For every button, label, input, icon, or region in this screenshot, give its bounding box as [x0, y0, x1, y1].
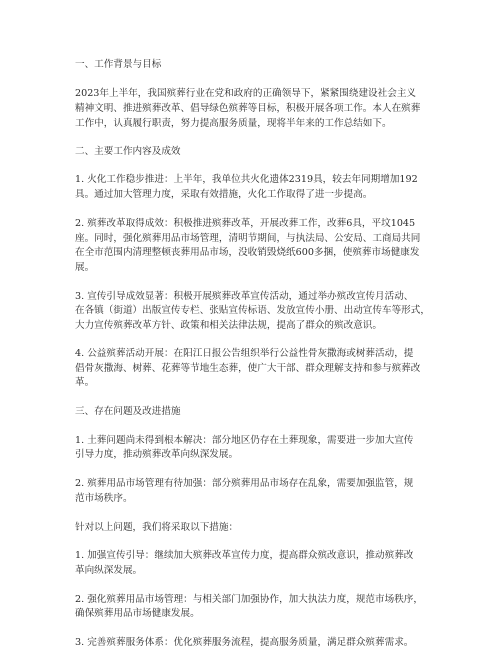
paragraph-line: 革。 — [75, 377, 95, 389]
paragraph-line: 1. 火化工作稳步推进：上半年，我单位共火化遗体2319具，较去年同期增加192 — [75, 174, 418, 186]
paragraph-line: 引导力度，推动殡葬改革向纵深发展。 — [75, 449, 239, 461]
section-heading-3: 三、存在问题及改进措施 — [75, 406, 181, 418]
paragraph-line: 1. 加强宣传引导：继续加大殡葬改革宣传力度，提高群众殡改意识，推动殡葬改 — [75, 550, 414, 562]
paragraph-line: 大力宣传殡葬改革方针、政策和相关法律法规，提高了群众的殡改意识。 — [75, 319, 382, 331]
paragraph-line: 范市场秩序。 — [75, 492, 133, 504]
paragraph-line: 4. 公益殡葬活动开展：在阳江日报公告组织举行公益性骨灰撒海或树葬活动，提 — [75, 348, 414, 360]
section-heading-2: 二、主要工作内容及成效 — [75, 145, 181, 157]
paragraph-line: 精神文明、推进殡葬改革、倡导绿色殡葬等目标，积极开展各项工作。本人在殡葬 — [75, 103, 421, 115]
paragraph-line: 3. 宣传引导成效显著：积极开展殡葬改革宣传活动，通过举办殡改宣传月活动、 — [75, 290, 414, 302]
paragraph-line: 工作中，认真履行职责，努力提高服务质量，现将半年来的工作总结如下。 — [75, 117, 392, 129]
paragraph-line: 革向纵深发展。 — [75, 564, 143, 576]
paragraph-line: 2. 强化殡葬用品市场管理：与相关部门加强协作，加大执法力度，规范市场秩序， — [75, 593, 423, 605]
paragraph-line: 具。通过加大管理力度，采取有效措施，火化工作取得了进一步提高。 — [75, 188, 373, 200]
paragraph-line: 针对以上问题，我们将采取以下措施： — [75, 521, 239, 533]
paragraph-line: 倡骨灰撒海、树葬、花葬等节地生态葬，使广大干部、群众理解支持和参与殡葬改 — [75, 362, 421, 374]
paragraph-line: 2. 殡葬用品市场管理有待加强：部分殡葬用品市场存在乱象，需要加强监管，规 — [75, 478, 414, 490]
paragraph-line: 确保殡葬用品市场健康发展。 — [75, 608, 200, 620]
paragraph-line: 在各镇（街道）出版宣传专栏、张贴宣传标语、发放宣传小册、出动宣传车等形式， — [75, 305, 430, 317]
paragraph-line: 3. 完善殡葬服务体系：优化殡葬服务流程，提高服务质量，满足群众殡葬需求。 — [75, 637, 414, 648]
paragraph-line: 2023年上半年，我国殡葬行业在党和政府的正确领导下，紧紧围绕建设社会主义 — [75, 87, 417, 99]
paragraph-line: 在全市范围内清理整顿丧葬用品市场，没收销毁烧纸600多捆，使殡葬市场健康发 — [75, 247, 420, 259]
paragraph-line: 座。同时，强化殡葬用品市场管理，清明节期间，与执法局、公安局、工商局共同 — [75, 233, 421, 245]
paragraph-line: 展。 — [75, 261, 95, 273]
paragraph-line: 2. 殡葬改革取得成效：积极推进殡葬改革，开展改葬工作，改葬6具，平坟1045 — [75, 217, 416, 229]
paragraph-line: 1. 土葬问题尚未得到根本解决：部分地区仍存在土葬现象，需要进一步加大宣传 — [75, 435, 414, 446]
section-heading-1: 一、工作背景与目标 — [75, 59, 162, 70]
